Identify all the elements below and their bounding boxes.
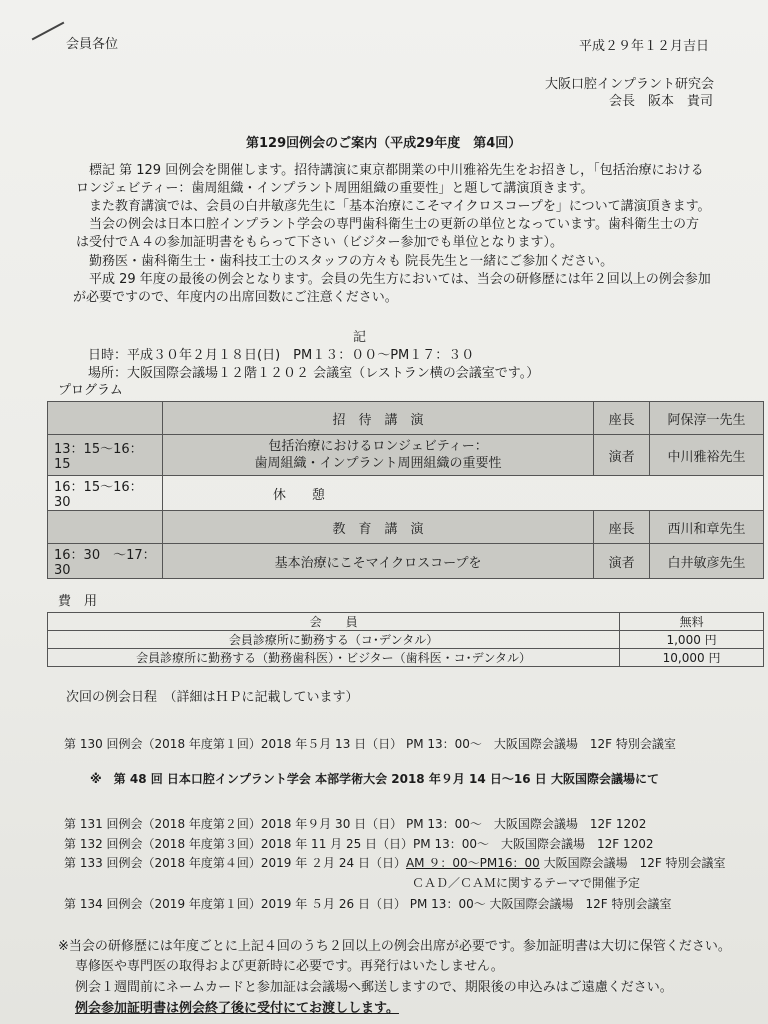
program-label: プログラム — [58, 383, 123, 398]
chair-name: 西川和章先生 — [650, 511, 764, 544]
table-row — [48, 402, 764, 435]
table-row — [48, 631, 764, 649]
time-slot: 16：15〜16：30 — [48, 476, 163, 511]
table-row — [48, 435, 764, 476]
lecture-topic-line-2: 歯周組織・インプラント周囲組織の重要性 — [254, 456, 502, 471]
table-row — [48, 544, 764, 579]
meeting-133-venue: 大阪国際会議場 12F 特別会議室 — [539, 856, 726, 870]
fee-category: 会員診療所に勤務する（勤務歯科医）・ビジター（歯科医・コ･デンタル） — [48, 649, 620, 667]
education-lecture-heading: 教 育 講 演 — [162, 511, 593, 544]
fee-amount: 1,000 円 — [620, 631, 764, 649]
organization: 大阪口腔インプラント研究会 — [545, 77, 715, 92]
break-label: 休 憩 — [162, 476, 763, 511]
speaker-name: 白井敏彦先生 — [650, 544, 764, 579]
body-line-7: 平成 29 年度の最後の例会となります。会員の先生方においては、当会の研修歴には年２回以上の例会参加 — [89, 272, 711, 287]
speaker-name: 中川雅裕先生 — [650, 435, 764, 476]
event-datetime: 日時：平成３０年２月１８日(日) PM１３：００〜PM１７：３０ — [88, 348, 475, 363]
chair-name: 阿保淳一先生 — [650, 402, 764, 435]
meeting-133-date: 第 133 回例会（2018 年度第４回）2019 年 ２月 24 日（日） — [64, 856, 406, 870]
body-line-8: が必要ですので、年度内の出席回数にご注意ください。 — [73, 290, 398, 305]
lecture-topic-line-1: 包括治療におけるロンジェビティー： — [268, 439, 488, 454]
lecture-topic — [162, 435, 593, 476]
president: 会長 阪本 貴司 — [609, 94, 714, 109]
meeting-130: 第 130 回例会（2018 年度第１回）2018 年５月 13 日（日） PM 13：00〜 大阪国際会議場 12F 特別会議室 — [64, 737, 676, 751]
schedule-heading: 次回の例会日程 （詳細はＨＰに記載しています） — [66, 690, 359, 705]
fees-label: 費 用 — [58, 594, 98, 609]
body-line-6: 勤務医・歯科衛生士・歯科技工士のスタッフの方々も 院長先生と一緒にご参加ください。 — [89, 254, 614, 269]
table-row — [48, 511, 764, 544]
chair-label: 座長 — [594, 402, 650, 435]
note-4: 例会参加証明書は例会終了後に受付にてお渡しします。 — [75, 1001, 399, 1016]
addressee: 会員各位 — [66, 37, 119, 52]
fee-category: 会員診療所に勤務する（コ･デンタル） — [48, 631, 620, 649]
meeting-133 — [64, 856, 726, 871]
table-row — [48, 649, 764, 667]
body-line-1: 標記 第 129 回例会を開催します。招待講演に東京都開業の中川雅裕先生をお招きし，「包括治療における — [89, 163, 704, 178]
note-2: 専修医や専門医の取得および更新時に必要です。再発行はいたしません。 — [75, 959, 504, 974]
speaker-label: 演者 — [594, 435, 650, 476]
meeting-131: 第 131 回例会（2018 年度第２回）2018 年９月 30 日（日） PM 13：00〜 大阪国際会議場 12F 1202 — [64, 817, 647, 831]
issue-date: 平成２９年１２月吉日 — [579, 39, 710, 54]
time-slot: 16：30 〜17：30 — [48, 544, 163, 579]
meeting-133-time: AM ９：00〜PM16：00 — [405, 856, 540, 870]
table-row — [48, 613, 764, 631]
notice-title: 第129回例会のご案内（平成29年度 第4回） — [246, 136, 522, 151]
ki-marker: 記 — [353, 330, 367, 345]
note-3: 例会１週間前にネームカードと参加証は会議場へ郵送しますので、期限後の申込みはご遠慮ください。 — [75, 980, 673, 995]
table-row — [48, 476, 764, 511]
fee-category: 会 員 — [48, 613, 620, 631]
pen-mark — [32, 22, 65, 41]
body-line-5: は受付でＡ４の参加証明書をもらって下さい（ビジター参加でも単位となります）。 — [76, 235, 563, 250]
event-venue: 場所：大阪国際会議場１２階１２０２ 会議室（レストラン横の会議室です。） — [88, 366, 540, 381]
body-line-3: また教育講演では、会員の白井敏彦先生に「基本治療にこそマイクロスコープを」について講演頂きます。 — [89, 199, 711, 214]
time-slot: 13：15〜16：15 — [48, 435, 163, 476]
speaker-label: 演者 — [594, 544, 650, 579]
fee-amount: 10,000 円 — [620, 649, 764, 667]
congress-notice: ※ 第 48 回 日本口腔インプラント学会 本部学術大会 2018 年９月 14 日〜16 日 大阪国際会議場にて — [90, 772, 659, 786]
fee-amount: 無料 — [620, 613, 764, 631]
note-1: ※当会の研修歴には年度ごとに上記４回のうち２回以上の例会出席が必要です。参加証明書は大切に保管ください。 — [58, 939, 731, 954]
chair-label: 座長 — [594, 511, 650, 544]
program-table — [47, 401, 764, 579]
fee-table — [47, 612, 764, 667]
invited-lecture-heading: 招 待 講 演 — [162, 402, 593, 435]
meeting-134: 第 134 回例会（2019 年度第１回）2019 年 ５月 26 日（日） PM 13：00〜 大阪国際会議場 12F 特別会議室 — [64, 897, 672, 911]
meeting-133-note: ＣＡＤ／ＣＡＭに関するテーマで開催予定 — [412, 876, 641, 890]
lecture-topic: 基本治療にこそマイクロスコープを — [162, 544, 593, 579]
meeting-132: 第 132 回例会（2018 年度第３回）2018 年 11 月 25 日（日）PM 13：00〜 大阪国際会議場 12F 1202 — [64, 837, 654, 851]
body-line-2: ロンジェビティー：歯周組織・インプラント周囲組織の重要性」と題して講演頂きます。 — [76, 181, 594, 196]
body-line-4: 当会の例会は日本口腔インプラント学会の専門歯科衛生士の更新の単位となっています。歯科衛生士の方 — [89, 217, 699, 232]
